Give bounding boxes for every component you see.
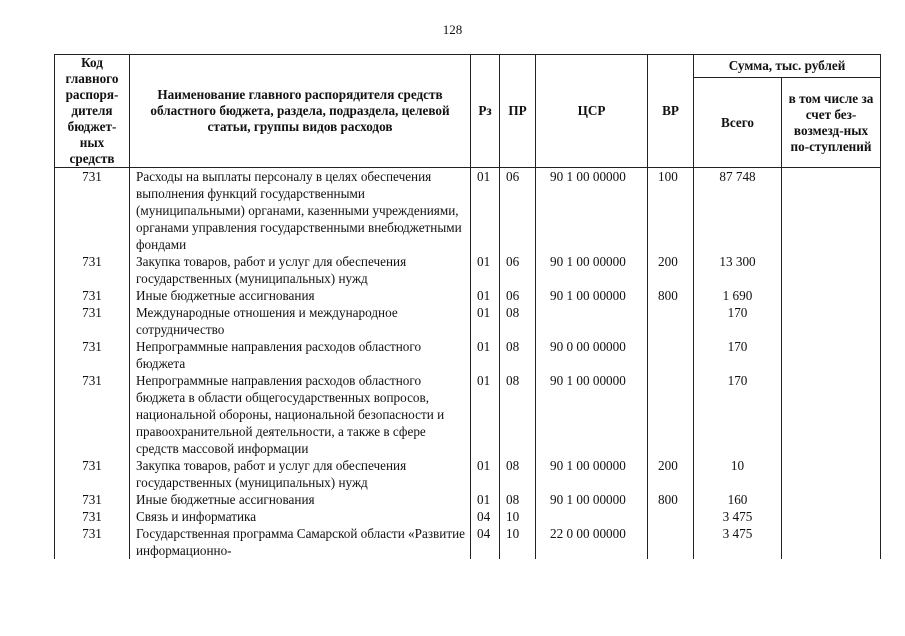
cell-note — [782, 491, 881, 508]
cell-rz: 01 — [471, 253, 500, 287]
cell-note — [782, 287, 881, 304]
budget-table-container — [54, 54, 880, 559]
cell-rz: 01 — [471, 457, 500, 491]
table-row — [55, 457, 881, 491]
cell-rz: 01 — [471, 168, 500, 254]
cell-vr — [648, 508, 694, 525]
cell-note — [782, 372, 881, 457]
cell-vr — [648, 372, 694, 457]
table-row — [55, 304, 881, 338]
cell-rz: 01 — [471, 338, 500, 372]
table-row — [55, 372, 881, 457]
table-row — [55, 525, 881, 559]
cell-note — [782, 508, 881, 525]
cell-vr: 100 — [648, 168, 694, 254]
table-row — [55, 287, 881, 304]
table-row — [55, 168, 881, 254]
header-rz: Рз — [471, 55, 500, 168]
cell-note — [782, 525, 881, 559]
cell-name: Непрограммные направления расходов областного бюджета — [130, 338, 471, 372]
cell-rz: 01 — [471, 372, 500, 457]
cell-pr: 08 — [500, 457, 536, 491]
cell-kod: 731 — [55, 372, 130, 457]
cell-vr — [648, 338, 694, 372]
cell-name: Государственная программа Самарской области «Развитие информационно- — [130, 525, 471, 559]
cell-pr: 08 — [500, 304, 536, 338]
cell-pr: 08 — [500, 491, 536, 508]
cell-pr: 06 — [500, 168, 536, 254]
cell-note — [782, 168, 881, 254]
budget-table — [54, 54, 881, 559]
header-name: Наименование главного распорядителя средств областного бюджета, раздела, подраздела, целевой статьи, группы видов расходов — [130, 55, 471, 168]
cell-kod: 731 — [55, 457, 130, 491]
table-row — [55, 338, 881, 372]
cell-vr: 200 — [648, 457, 694, 491]
header-note: в том числе за счет без-возмезд-ных по-ступлений — [782, 78, 881, 168]
cell-kod: 731 — [55, 491, 130, 508]
cell-csr: 90 0 00 00000 — [536, 338, 648, 372]
cell-pr: 08 — [500, 372, 536, 457]
cell-total: 170 — [694, 338, 782, 372]
cell-csr — [536, 304, 648, 338]
cell-total: 170 — [694, 372, 782, 457]
cell-vr: 200 — [648, 253, 694, 287]
table-body — [55, 168, 881, 560]
page-number: 128 — [442, 22, 463, 37]
cell-vr: 800 — [648, 491, 694, 508]
cell-total: 1 690 — [694, 287, 782, 304]
header-kod: Код главного распоря-дителя бюджет-ных средств — [55, 55, 130, 168]
cell-total: 10 — [694, 457, 782, 491]
cell-name: Иные бюджетные ассигнования — [130, 491, 471, 508]
cell-kod: 731 — [55, 304, 130, 338]
cell-kod: 731 — [55, 287, 130, 304]
cell-csr: 90 1 00 00000 — [536, 457, 648, 491]
cell-rz: 04 — [471, 508, 500, 525]
cell-csr: 90 1 00 00000 — [536, 168, 648, 254]
cell-total: 3 475 — [694, 508, 782, 525]
cell-kod: 731 — [55, 168, 130, 254]
cell-csr: 22 0 00 00000 — [536, 525, 648, 559]
cell-rz: 01 — [471, 491, 500, 508]
cell-pr: 10 — [500, 508, 536, 525]
cell-note — [782, 253, 881, 287]
cell-csr — [536, 508, 648, 525]
cell-total: 13 300 — [694, 253, 782, 287]
cell-note — [782, 457, 881, 491]
cell-total: 160 — [694, 491, 782, 508]
header-sum: Сумма, тыс. рублей — [694, 55, 881, 78]
cell-vr — [648, 304, 694, 338]
cell-vr: 800 — [648, 287, 694, 304]
cell-kod: 731 — [55, 508, 130, 525]
cell-csr: 90 1 00 00000 — [536, 287, 648, 304]
cell-name: Закупка товаров, работ и услуг для обеспечения государственных (муниципальных) нужд — [130, 253, 471, 287]
cell-rz: 04 — [471, 525, 500, 559]
cell-kod: 731 — [55, 525, 130, 559]
table-row — [55, 491, 881, 508]
header-vr: ВР — [648, 55, 694, 168]
cell-csr: 90 1 00 00000 — [536, 372, 648, 457]
cell-name: Иные бюджетные ассигнования — [130, 287, 471, 304]
cell-note — [782, 338, 881, 372]
cell-pr: 10 — [500, 525, 536, 559]
cell-csr: 90 1 00 00000 — [536, 253, 648, 287]
table-header — [55, 55, 881, 168]
cell-total: 170 — [694, 304, 782, 338]
header-total: Всего — [694, 78, 782, 168]
cell-pr: 06 — [500, 253, 536, 287]
cell-vr — [648, 525, 694, 559]
cell-name: Закупка товаров, работ и услуг для обеспечения государственных (муниципальных) нужд — [130, 457, 471, 491]
header-pr: ПР — [500, 55, 536, 168]
table-row — [55, 253, 881, 287]
cell-name: Расходы на выплаты персоналу в целях обеспечения выполнения функций государственными (муниципальными) органами, казенными учреждениями, органами управления государственными внебюджетными фондами — [130, 168, 471, 254]
cell-total: 3 475 — [694, 525, 782, 559]
cell-note — [782, 304, 881, 338]
cell-kod: 731 — [55, 338, 130, 372]
cell-kod: 731 — [55, 253, 130, 287]
cell-name: Связь и информатика — [130, 508, 471, 525]
cell-rz: 01 — [471, 304, 500, 338]
header-csr: ЦСР — [536, 55, 648, 168]
cell-rz: 01 — [471, 287, 500, 304]
cell-csr: 90 1 00 00000 — [536, 491, 648, 508]
cell-total: 87 748 — [694, 168, 782, 254]
cell-name: Международные отношения и международное сотрудничество — [130, 304, 471, 338]
cell-name: Непрограммные направления расходов областного бюджета в области общегосударственных вопросов, национальной обороны, национальной безопасности и правоохранительной деятельности, а также в сфере средств массовой информации — [130, 372, 471, 457]
cell-pr: 06 — [500, 287, 536, 304]
cell-pr: 08 — [500, 338, 536, 372]
table-row — [55, 508, 881, 525]
